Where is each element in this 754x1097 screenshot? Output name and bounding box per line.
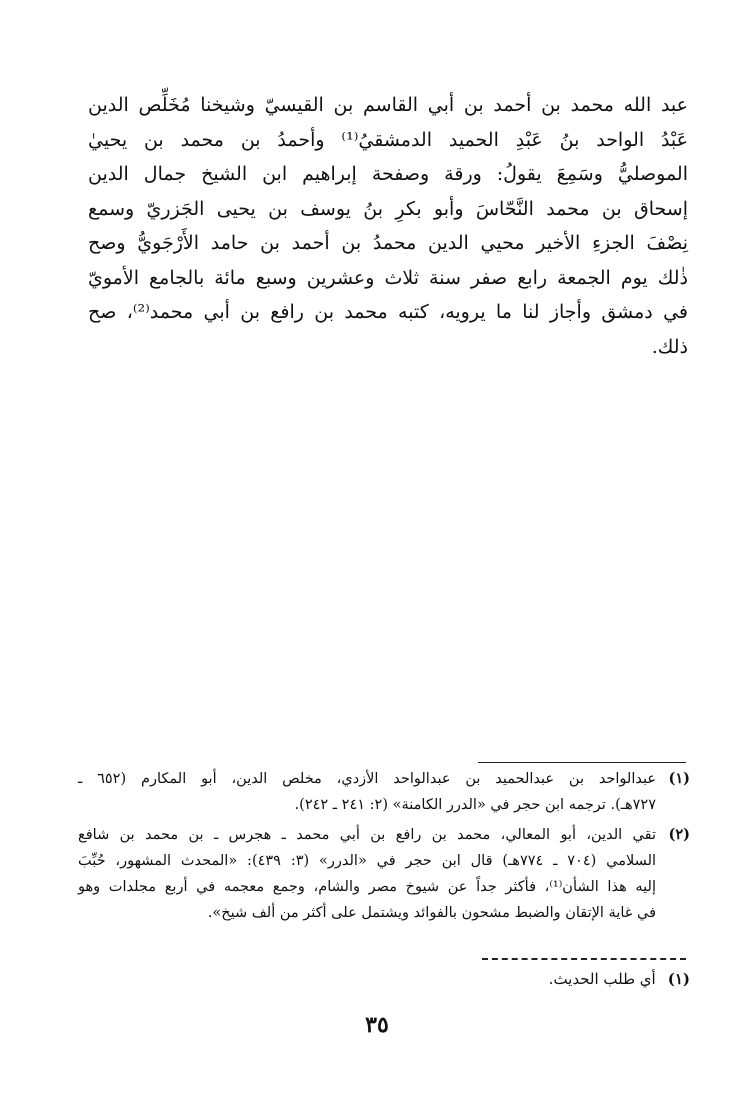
main-text-block bbox=[88, 88, 688, 364]
text-line: عَبْدُ الواحد بنُ عَبْدِ الحميد الدمشقيُ⁽¹⁾ وأحمدُ بن محمد بن يحييٰ bbox=[88, 128, 688, 151]
footnote-line: تقي الدين، أبو المعالي، محمد بن رافع بن أبي محمد ـ هجرس ـ بن محمد بن شافع bbox=[78, 827, 656, 843]
sub-footnote-number: (١) bbox=[667, 970, 690, 988]
text-line: عبد الله محمد بن أحمد بن أبي القاسم بن القيسيّ وشيخنا مُخَلِّص الدين bbox=[88, 94, 688, 116]
footnote-line: السلامي (٧٠٤ ـ ٧٧٤هـ) قال ابن حجر في «الدرر» (٣: ٤٣٩): «المحدث المشهور، حُبِّبَ bbox=[78, 853, 657, 869]
footnote-number: (٢) bbox=[668, 826, 690, 843]
sub-footnote-separator bbox=[482, 958, 686, 960]
text-line: الموصليُّ وسَمِعَ يقولُ: ورقة وصفحة إبراهيم ابن الشيخ جمال الدين bbox=[88, 163, 688, 185]
page-number: ٣٥ bbox=[365, 1012, 389, 1038]
footnote-item bbox=[78, 766, 690, 818]
footnote-separator bbox=[478, 762, 686, 763]
text-line: نِصْفَ الجزءِ الأخير محيي الدين محمدُ بن أحمد بن حامد الأَرْجَويُّ وصح bbox=[88, 232, 688, 254]
text-line: ذٰلك يوم الجمعة رابع صفر سنة ثلاث وعشرين وسبع مائة بالجامع الأمويّ bbox=[88, 266, 688, 289]
footnote-line: ٧٢٧هـ). ترجمه ابن حجر في «الدرر الكامنة» (٢: ٢٤١ ـ ٢٤٢). bbox=[294, 797, 656, 813]
sub-footnote bbox=[549, 966, 690, 992]
footnote-line: إليه هذا الشأن⁽¹⁾، فأكثر جداً عن شيوخ مصر والشام، وجمع معجمه في أربع مجلدات وهو bbox=[78, 879, 656, 895]
text-line: في دمشق وأجاز لنا ما يرويه، كتبه محمد بن رافع بن أبي محمد⁽²⁾، صح bbox=[88, 301, 688, 323]
footnote-item bbox=[78, 822, 690, 926]
text-line: ذلك. bbox=[651, 335, 688, 358]
text-line: إسحاق بن محمد النَّحّاسَ وأبو بكرِ بنُ يوسف بن يحيى الجَزريّ وسمع bbox=[88, 197, 688, 220]
footnote-line: عبدالواحد بن عبدالحميد بن عبدالواحد الأزدي، مخلص الدين، أبو المكارم (٦٥٢ ـ bbox=[78, 771, 657, 787]
footnotes-block bbox=[78, 766, 690, 930]
footnote-number: (١) bbox=[668, 770, 690, 787]
footnote-line: في غاية الإتقان والضبط مشحون بالفوائد ويشتمل على أكثر من ألف شيخ». bbox=[207, 905, 656, 921]
sub-footnote-text: أي طلب الحديث. bbox=[548, 970, 656, 988]
